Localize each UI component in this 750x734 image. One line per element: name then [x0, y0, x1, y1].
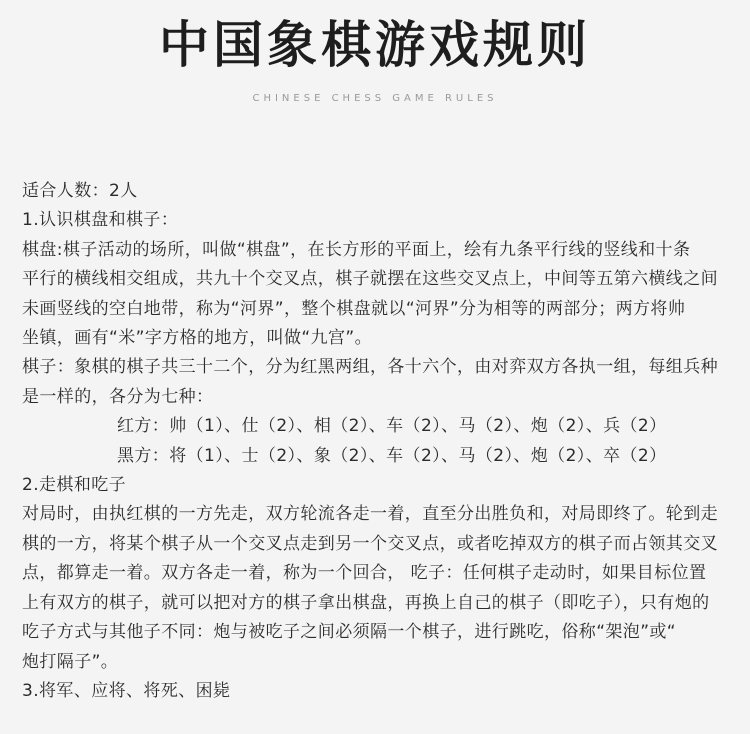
players-count: 适合人数：2人	[22, 181, 138, 201]
moves-paragraph-line: 上有双方的棋子，就可以把对方的棋子拿出棋盘，再换上自己的棋子（即吃子），只有炮的	[22, 592, 710, 613]
section-heading-3: 3.将军、应将、将死、困毙	[22, 680, 231, 701]
black-pieces-line: 黑方：将（1）、士（2）、象（2）、车（2）、马（2）、炮（2）、卒（2）	[117, 445, 667, 466]
section-heading-1: 1.认识棋盘和棋子：	[22, 210, 179, 231]
moves-paragraph-line: 炮打隔子”。	[22, 651, 119, 672]
board-paragraph-line: 未画竖线的空白地带，称为“河界”，整个棋盘就以“河界”分为相等的两部分；两方将帅	[22, 298, 686, 319]
red-pieces-line: 红方：帅（1）、仕（2）、相（2）、车（2）、马（2）、炮（2）、兵（2）	[117, 416, 667, 437]
moves-paragraph-line: 点，都算走一着。双方各走一着，称为一个回合， 吃子：任何棋子走动时，如果目标位置	[22, 563, 707, 584]
moves-paragraph-line: 对局时，由执红棋的一方先走，双方轮流各走一着，直至分出胜负和，对局即终了。轮到走	[22, 504, 718, 525]
page-subtitle: CHINESE CHESS GAME RULES	[252, 93, 498, 104]
pieces-paragraph-line: 棋子：象棋的棋子共三十二个，分为红黑两组，各十六个，由对弈双方各执一组，每组兵种	[22, 357, 718, 378]
board-paragraph-line: 坐镇，画有“米”字方格的地方，叫做“九宫”。	[22, 328, 373, 349]
moves-paragraph-line: 棋的一方，将某个棋子从一个交叉点走到另一个交叉点，或者吃掉双方的棋子而占领其交叉	[22, 533, 718, 554]
board-paragraph-line: 平行的横线相交组成，共九十个交叉点，棋子就摆在这些交叉点上，中间等五第六横线之间	[22, 269, 718, 290]
section-heading-2: 2.走棋和吃子	[22, 475, 127, 496]
moves-paragraph-line: 吃子方式与其他子不同：炮与被吃子之间必须隔一个棋子，进行跳吃，俗称“架泡”或“	[22, 622, 677, 643]
rules-body	[22, 177, 746, 706]
pieces-paragraph-line: 是一样的，各分为七种：	[22, 386, 214, 407]
page-title: 中国象棋游戏规则	[159, 15, 591, 74]
board-paragraph-line: 棋盘:棋子活动的场所，叫做“棋盘”，在长方形的平面上，绘有九条平行线的竖线和十条	[22, 239, 691, 260]
